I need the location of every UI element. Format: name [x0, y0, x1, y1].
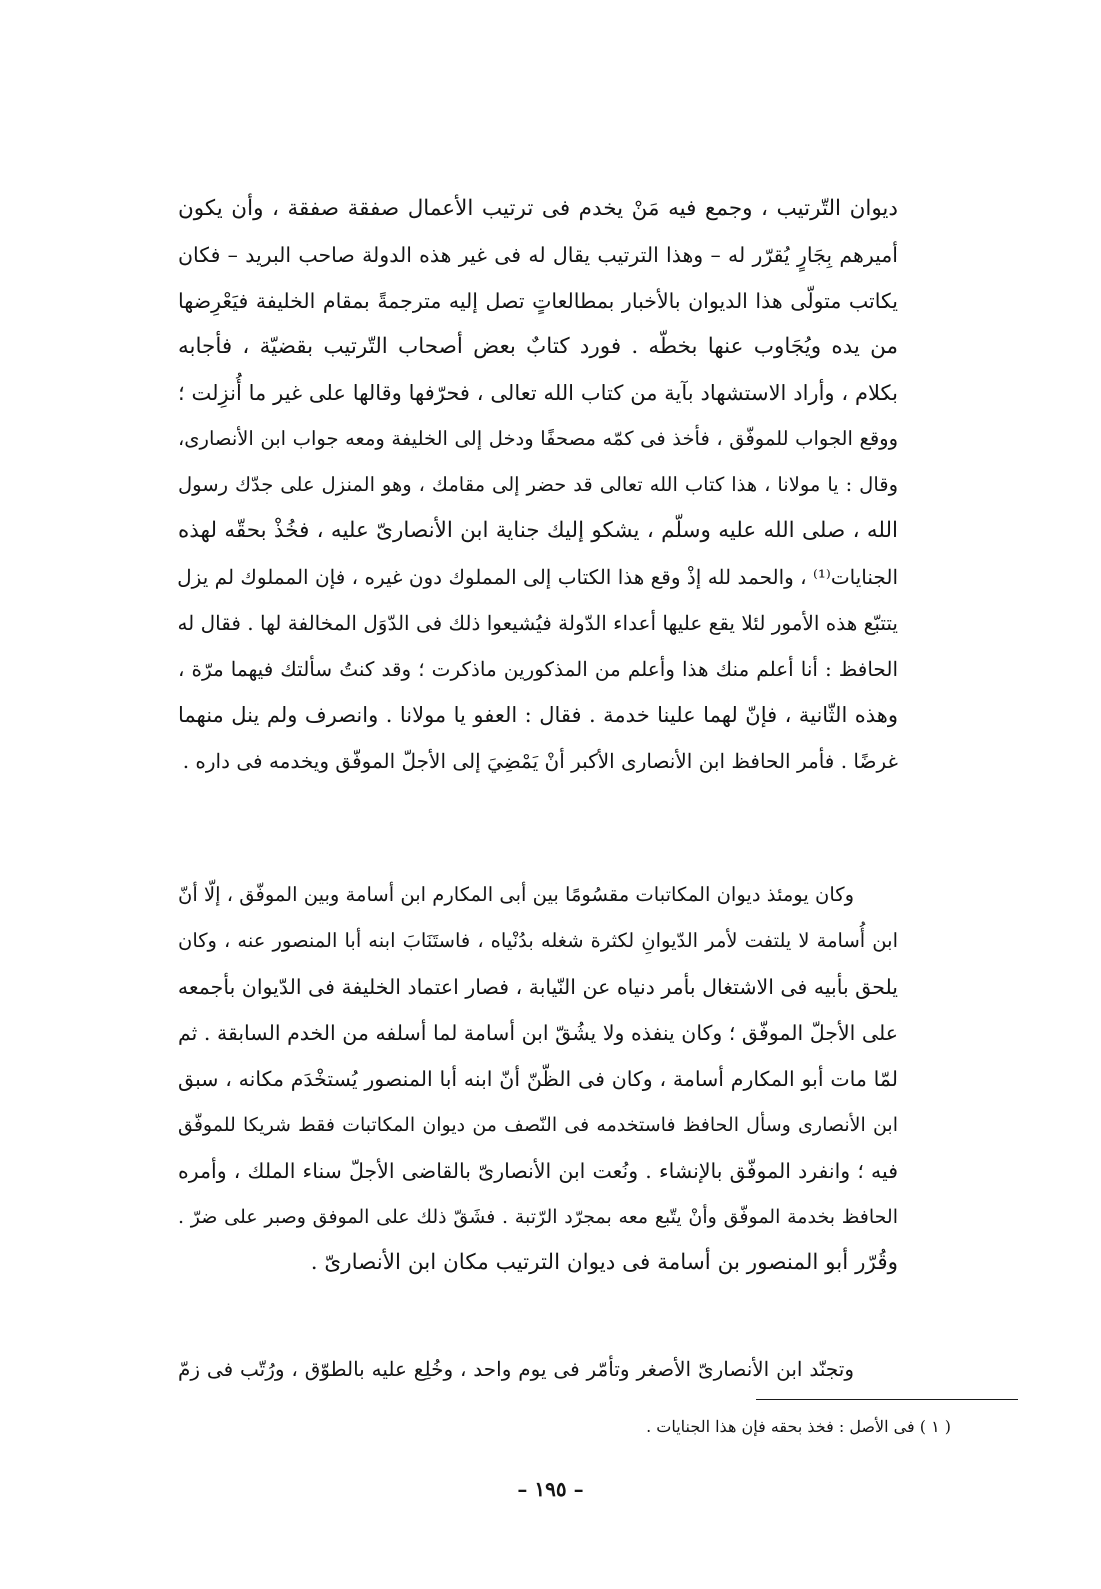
- text-line: وتجنّد ابن الأنصارىّ الأصغر وتأمّر فى يوم واحد ، وخُلِع عليه بالطوّق ، ورُتّب فى زمّ: [178, 1357, 854, 1381]
- text-line: يتتبّع هذه الأمور لئلا يقع عليها أعداء الدّولة فيُشيعوا ذلك فى الدّوَل المخالفة لها . فقال له: [177, 611, 898, 635]
- text-line: أميرهم بِجَارٍ يُقرّر له – وهذا الترتيب يقال له فى غير هذه الدولة صاحب البريد – فكان: [178, 243, 898, 267]
- text-line: الجنايات⁽¹⁾ ، والحمد لله إذْ وقع هذا الكتاب إلى المملوك دون غيره ، فإن المملوك لم يزل: [177, 565, 898, 589]
- text-line: من يده ويُجَاوب عنها بخطّه . فورد كتابٌ بعض أصحاب التّرتيب بقضيّة ، فأجابه: [178, 334, 898, 359]
- text-line: الله ، صلى الله عليه وسلّم ، يشكو إليك جناية ابن الأنصارىّ عليه ، فخُذْ بحقّه لهذه: [178, 518, 898, 543]
- paragraph-1: [178, 186, 898, 784]
- text-line: الحافظ : أنا أعلم منك هذا وأعلم من المذكورين ماذكرت ؛ وقد كنتُ سألتك فيهما مرّة ،: [178, 657, 898, 681]
- text-line: يلحق بأبيه فى الاشتغال بأمر دنياه عن النّيابة ، فصار اعتماد الخليفة فى الدّيوان بأجمعه: [177, 975, 898, 999]
- text-line: ابن أُسامة لا يلتفت لأمر الدّيوانِ لكثرة شغله بدُنْياه ، فاستَنَابَ ابنه أبا المنصور عنه ، وكان: [178, 929, 898, 952]
- text-line: على الأجلّ الموفّق ؛ وكان ينفذه ولا يشُقّ ابن أسامة لما أسلفه من الخدم السابقة . ثم: [178, 1021, 898, 1045]
- text-line: وكان يومئذ ديوان المكاتبات مقسُومًا بين أبى المكارم ابن أسامة وبين الموفّق ، إلّا أنّ: [178, 883, 854, 906]
- text-line: ابن الأنصارى وسأل الحافظ فاستخدمه فى النّصف من ديوان المكاتبات فقط شريكا للموفّق: [178, 1114, 898, 1136]
- text-line: الحافظ بخدمة الموفّق وأنْ يتّبع معه بمجرّد الرّتبة . فشَقّ ذلك على الموفق وصبر على ضرّ .: [178, 1206, 898, 1228]
- footnote: ( ١ ) فى الأصل : فخذ بحقه فإن هذا الجنايات .: [646, 1417, 951, 1436]
- text-line: بكلام ، وأراد الاستشهاد بآية من كتاب الله تعالى ، فحرّفها وقالها على غير ما أُنزِلت ؛: [178, 381, 898, 405]
- page-number: – ١٩٥ –: [517, 1477, 584, 1501]
- text-line: ووقع الجواب للموفّق ، فأخذ فى كمّه مصحفًا ودخل إلى الخليفة ومعه جواب ابن الأنصارى،: [178, 427, 898, 450]
- text-line: ديوان التّرتيب ، وجمع فيه مَنْ يخدم فى ترتيب الأعمال صفقة صفقة ، وأن يكون: [178, 196, 898, 221]
- text-line: لمّا مات أبو المكارم أسامة ، وكان فى الظّنّ أنّ ابنه أبا المنصور يُستخْدَم مكانه ، سبق: [178, 1067, 898, 1091]
- text-line: غرضًا . فأمر الحافظ ابن الأنصارى الأكبر أنْ يَمْضِيَ إلى الأجلّ الموفّق ويخدمه فى داره .: [182, 749, 898, 773]
- paragraph-2: [178, 872, 898, 1286]
- text-line: يكاتب متولّى هذا الديوان بالأخبار بمطالعاتٍ تصل إليه مترجمةً بمقام الخليفة فيَعْرِضها: [178, 289, 898, 313]
- text-line: فيه ؛ وانفرد الموفّق بالإنشاء . ونُعت ابن الأنصارىّ بالقاضى الأجلّ سناء الملك ، وأمره: [178, 1159, 898, 1183]
- paragraph-3: [178, 1346, 898, 1392]
- text-line: وهذه الثّانية ، فإنّ لهما علينا خدمة . فقال : العفو يا مولانا . وانصرف ولم ينل منهما: [178, 703, 898, 727]
- footnote-rule: [756, 1399, 1018, 1400]
- text-line: وقُرّر أبو المنصور بن أسامة فى ديوان الترتيب مكان ابن الأنصارىّ .: [310, 1250, 898, 1275]
- text-line: وقال : يا مولانا ، هذا كتاب الله تعالى قد حضر إلى مقامك ، وهو المنزل على جدّك رسول: [178, 473, 898, 496]
